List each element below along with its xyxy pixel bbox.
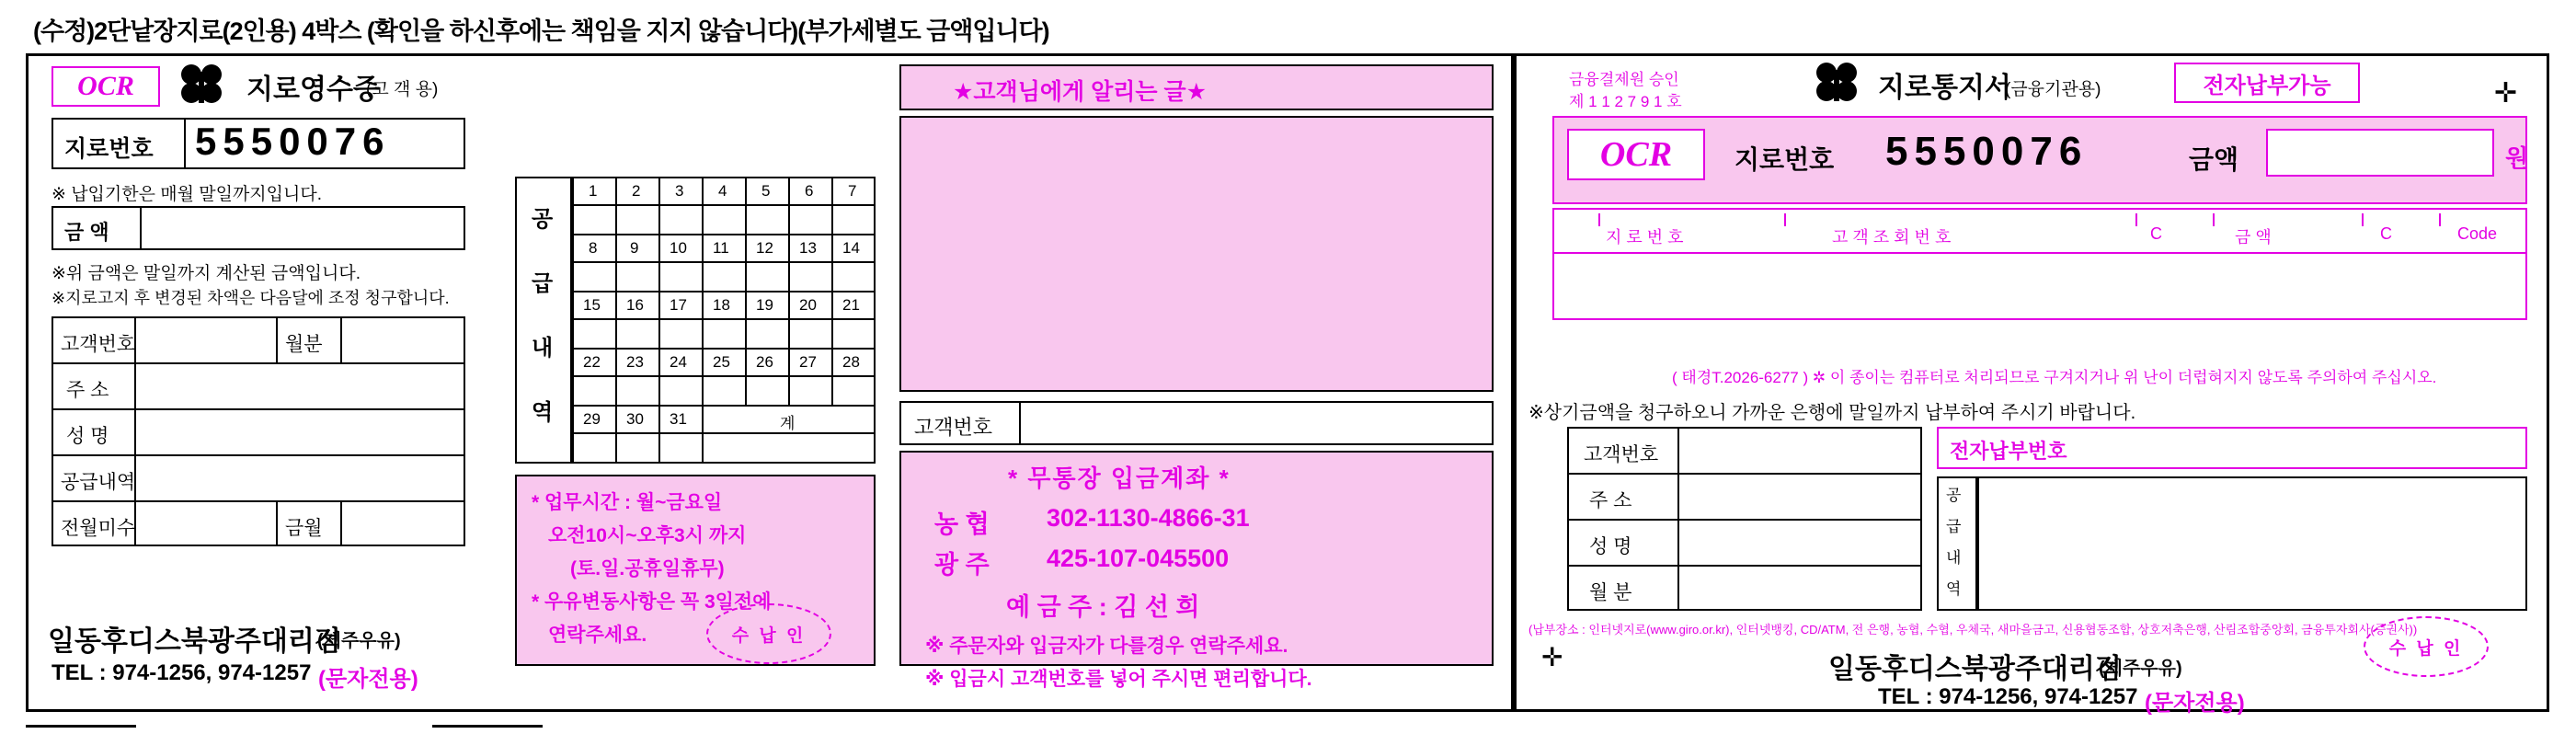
cal-day-12: 12: [756, 239, 773, 257]
payment-request-label: ※상기금액을 청구하오니 가까운 은행에 말일까지 납부하여 주시기 바랍니다.: [1528, 403, 2136, 423]
cal-day-28: 28: [842, 353, 860, 371]
notice-account-title: * 무통장 입금계좌 *: [1008, 464, 1231, 492]
left-row5-sep: [276, 500, 278, 546]
ocr-strip-sep: [1552, 252, 2527, 254]
cal-day-16: 16: [626, 296, 644, 314]
left-field-label-4: 전월미수: [61, 518, 136, 539]
ocr-tick-1: [1784, 213, 1786, 226]
right-row-sep-2: [1567, 519, 1922, 521]
right-tel: TEL : 974-1256, 974-1257: [1878, 684, 2138, 709]
cal-note-1: 오전10시~오후3시 까지: [548, 525, 747, 546]
giro-no-label-left: 지로번호: [64, 136, 154, 162]
right-supply-label-0: 공: [1946, 487, 1962, 504]
cal-day-3: 3: [675, 182, 684, 200]
right-supply-label-1: 급: [1946, 518, 1962, 535]
giro-no-divider-left: [184, 118, 186, 169]
notice-customer-no-label: 고객번호: [914, 416, 993, 439]
giro-no-value-left: 5550076: [195, 120, 391, 163]
right-label-col-sep: [1677, 427, 1679, 611]
cal-day-15: 15: [583, 296, 601, 314]
notice-bank-0: 농 협: [934, 510, 990, 538]
left-field-label-0b: 월분: [285, 334, 323, 355]
amount-divider-left: [140, 206, 142, 250]
left-note-3: ※지로고지 후 변경된 차액은 다음달에 조정 청구합니다.: [52, 289, 450, 307]
left-row-sep-3: [52, 454, 465, 456]
notice-warn-2: ※ 입금시 고객번호를 넣어 주시면 편리합니다.: [925, 669, 1312, 690]
cal-day-6: 6: [805, 182, 814, 200]
stamp-left: 수 납 인: [706, 603, 831, 664]
calendar-side-label-0: 공: [532, 207, 554, 232]
ocr-tick-0: [1598, 213, 1600, 226]
cal-h-1: [572, 234, 876, 235]
right-field-label-3: 월 분: [1589, 582, 1632, 603]
cal-h-4: [572, 318, 876, 320]
cal-day-2: 2: [632, 182, 641, 200]
cal-h-6: [572, 375, 876, 377]
cal-day-30: 30: [626, 410, 644, 428]
calendar-side-label-2: 내: [532, 336, 554, 361]
giro-clover-logo-left: [177, 63, 226, 109]
notice-account-no-0: 302-1130-4866-31: [1047, 504, 1250, 532]
right-row-sep-1: [1567, 473, 1922, 475]
left-row-sep-2: [52, 408, 465, 410]
left-field-label-3: 공급내역: [61, 472, 136, 493]
left-note-1: ※ 납입기한은 매월 말일까지입니다.: [52, 185, 322, 204]
cal-v-2: [658, 177, 660, 464]
e-pay-badge: 전자납부가능: [2174, 63, 2360, 103]
right-field-label-1: 주 소: [1589, 490, 1632, 511]
cal-note-2: (토.일.공휴일휴무): [570, 558, 725, 579]
stamp-right: 수 납 인: [2364, 616, 2489, 677]
ocr-field-label-2: C: [2150, 224, 2162, 243]
approval-line-1: 금융결제원 승인: [1569, 71, 1679, 88]
cal-day-5: 5: [761, 182, 771, 200]
cal-day-21: 21: [842, 296, 860, 314]
payment-request-text: [1528, 397, 2135, 424]
ocr-tick-4: [2362, 213, 2364, 226]
registration-mark-top-right: ✛: [2494, 78, 2518, 109]
calendar-side-label-1: 급: [532, 271, 554, 296]
ocr-field-label-5: Code: [2457, 224, 2498, 243]
amount-box-left: [52, 206, 465, 250]
approval-line-2: 제 1 1 2 7 9 1 호: [1569, 93, 1682, 110]
cal-h-8: [572, 432, 876, 434]
notice-account-no-1: 425-107-045500: [1047, 545, 1230, 572]
notice-blank-area: [899, 116, 1494, 392]
cal-day-23: 23: [626, 353, 644, 371]
cal-h-5: [572, 348, 876, 350]
ocr-badge-left: OCR: [52, 66, 160, 107]
perforation-mark-mid: [432, 725, 543, 728]
right-supply-label-3: 역: [1946, 580, 1962, 598]
ocr-tick-5: [2439, 213, 2441, 226]
cal-day-11: 11: [713, 239, 729, 257]
left-field-label-4b: 금월: [285, 518, 323, 539]
right-tel-sub: (문자전용): [2145, 691, 2245, 716]
left-row-sep-4: [52, 500, 465, 502]
cal-day-19: 19: [756, 296, 773, 314]
ocr-badge-right: OCR: [1567, 129, 1705, 180]
notice-customer-no-divider: [1019, 401, 1021, 445]
doc-title-left: 지로영수증: [246, 75, 380, 105]
left-tel: TEL : 974-1256, 974-1257: [52, 660, 312, 685]
perforation-mark-left: [26, 725, 136, 728]
ocr-tick-3: [2213, 213, 2215, 226]
left-company-name: 일동후디스북광주대리점: [48, 626, 341, 657]
cal-h-3: [572, 291, 876, 292]
cal-v-4: [745, 177, 747, 407]
notice-warn-1: ※ 주문자와 입금자가 다를경우 연락주세요.: [925, 636, 1288, 657]
cal-day-31: 31: [670, 410, 687, 428]
ocr-field-label-4: C: [2380, 224, 2392, 243]
cal-day-8: 8: [589, 239, 598, 257]
calendar-grid: [572, 177, 876, 464]
right-supply-label-2: 내: [1946, 549, 1962, 567]
cal-day-25: 25: [713, 353, 730, 371]
right-company-sub: (제주우유): [2099, 659, 2182, 679]
calendar-side-label-3: 역: [532, 400, 554, 425]
left-note-2: ※위 금액은 말일까지 계산된 금액입니다.: [52, 264, 361, 283]
cal-v-5: [788, 177, 790, 407]
cal-note-0: * 업무시간 : 월~금요일: [532, 492, 723, 513]
right-supply-detail-box: [1977, 476, 2527, 611]
cal-day-29: 29: [583, 410, 601, 428]
left-row1-sep: [276, 316, 278, 362]
cal-day-14: 14: [842, 239, 860, 257]
cal-total-label: 계: [780, 415, 796, 432]
left-field-label-2: 성 명: [66, 426, 109, 447]
amount-label-left: 금 액: [64, 221, 109, 244]
left-row1-sep2: [340, 316, 342, 362]
cal-day-24: 24: [670, 353, 687, 371]
cal-day-18: 18: [713, 296, 730, 314]
cal-note-3: * 우유변동사항은 꼭 3일전에: [532, 591, 772, 613]
amount-unit-right: 원: [2505, 144, 2529, 172]
left-row5-sep2: [340, 500, 342, 546]
left-company-sub: (제주우유): [317, 631, 401, 651]
cal-h-0: [572, 204, 876, 206]
right-company-name: 일동후디스북광주대리점: [1828, 654, 2122, 684]
cal-day-17: 17: [670, 296, 687, 314]
cal-v-6: [831, 177, 833, 407]
left-tel-sub: (문자전용): [318, 667, 418, 692]
giro-clover-logo-right: [1812, 61, 1861, 107]
epay-no-label: 전자납부번호: [1950, 440, 2067, 463]
doc-title-sub-right: (금융기관용): [2005, 80, 2101, 99]
cal-day-10: 10: [670, 239, 687, 257]
cal-day-27: 27: [799, 353, 817, 371]
cal-day-4: 4: [718, 182, 727, 200]
cal-day-13: 13: [799, 239, 817, 257]
cal-day-9: 9: [630, 239, 639, 257]
cal-v-1: [615, 177, 617, 464]
notice-holder: 예 금 주 : 김 선 희: [1006, 593, 1200, 621]
notice-header-text: ★고객님에게 알리는 글★: [953, 79, 1208, 105]
cal-v-3: [702, 177, 704, 464]
right-field-label-0: 고객번호: [1584, 444, 1659, 465]
ocr-field-label-1: 고 객 조 회 번 호: [1832, 228, 1952, 247]
cal-note-4: 연락주세요.: [548, 625, 647, 646]
left-field-label-1: 주 소: [66, 380, 109, 401]
cal-h-7: [572, 405, 876, 407]
giro-no-value-right: 5550076: [1885, 129, 2089, 174]
cal-day-7: 7: [848, 182, 857, 200]
right-field-label-2: 성 명: [1589, 536, 1632, 557]
notice-bank-1: 광 주: [934, 551, 990, 579]
doc-title-right: 지로통지서: [1878, 73, 2011, 103]
left-field-label-0: 고객번호: [61, 334, 136, 355]
page-title: (수정)2단낱장지로(2인용) 4박스 (확인을 하신후에는 책임을 지지 않습니다)(부가세별도 금액입니다): [33, 17, 1049, 45]
payment-places-line: (납부장소 : 인터넷지로(www.giro.or.kr), 인터넷뱅킹, CD/ATM, 전 은행, 농협, 수협, 우체국, 새마을금고, 신용협동조합, 상호저축은행, 산림조합중앙회, 금융투자회사(증권사)): [1528, 623, 2418, 637]
cal-h-2: [572, 261, 876, 263]
doc-title-sub-left: (고 객 용): [366, 80, 439, 99]
ocr-tick-2: [2135, 213, 2137, 226]
amount-label-right: 금액: [2189, 145, 2239, 174]
ocr-field-label-3: 금 액: [2235, 228, 2272, 247]
amount-input-right[interactable]: [2266, 129, 2494, 177]
cal-day-26: 26: [756, 353, 773, 371]
cal-day-1: 1: [589, 182, 598, 200]
registration-mark-bottom-right: ✛: [1541, 643, 1563, 671]
right-row-sep-3: [1567, 565, 1922, 567]
giro-no-label-right: 지로번호: [1735, 145, 1835, 174]
left-row-sep-1: [52, 362, 465, 364]
cal-day-20: 20: [799, 296, 817, 314]
cal-day-22: 22: [583, 353, 601, 371]
ocr-footnote: ( 태경T.2026-6277 ) ✲ 이 종이는 컴퓨터로 처리되므로 구겨지거나 위 난이 더럽혀지지 않도록 주의하여 주십시오.: [1672, 369, 2437, 386]
ocr-field-label-0: 지 로 번 호: [1606, 228, 1684, 247]
